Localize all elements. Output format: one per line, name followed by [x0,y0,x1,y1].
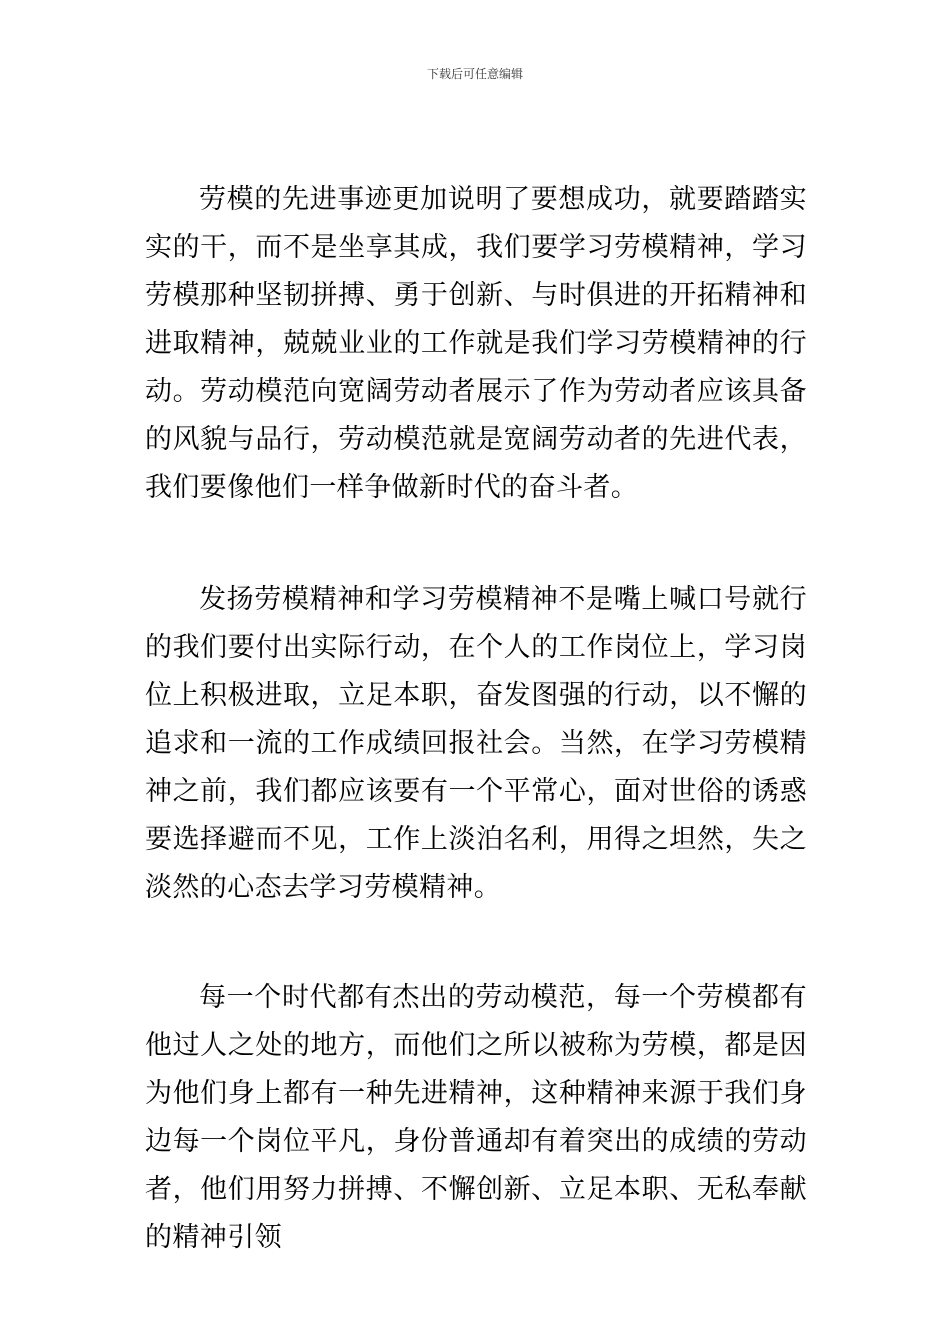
paragraph-2: 发扬劳模精神和学习劳模精神不是嘴上喊口号就行的我们要付出实际行动，在个人的工作岗位上，学习岗位上积极进取，立足本职，奋发图强的行动，以不懈的追求和一流的工作成绩回报社会。当然，在学习劳模精神之前，我们都应该要有一个平常心，面对世俗的诱惑要选择避而不见，工作上淡泊名利，用得之坦然，失之淡然的心态去学习劳模精神。 [145,584,807,903]
paragraph-3: 每一个时代都有杰出的劳动模范，每一个劳模都有他过人之处的地方，而他们之所以被称为劳模，都是因为他们身上都有一种先进精神，这种精神来源于我们身边每一个岗位平凡，身份普通却有着突出的成绩的劳动者，他们用努力拼搏、不懈创新、立足本职、无私奉献的精神引领 [145,982,807,1253]
paragraph-1: 劳模的先进事迹更加说明了要想成功，就要踏踏实实的干，而不是坐享其成，我们要学习劳模精神，学习劳模那种坚韧拼搏、勇于创新、与时俱进的开拓精神和进取精神，兢兢业业的工作就是我们学习劳模精神的行动。劳动模范向宽阔劳动者展示了作为劳动者应该具备的风貌与品行，劳动模范就是宽阔劳动者的先进代表，我们要像他们一样争做新时代的奋斗者。 [145,184,807,503]
header-note: 下载后可任意编辑 [426,67,523,81]
